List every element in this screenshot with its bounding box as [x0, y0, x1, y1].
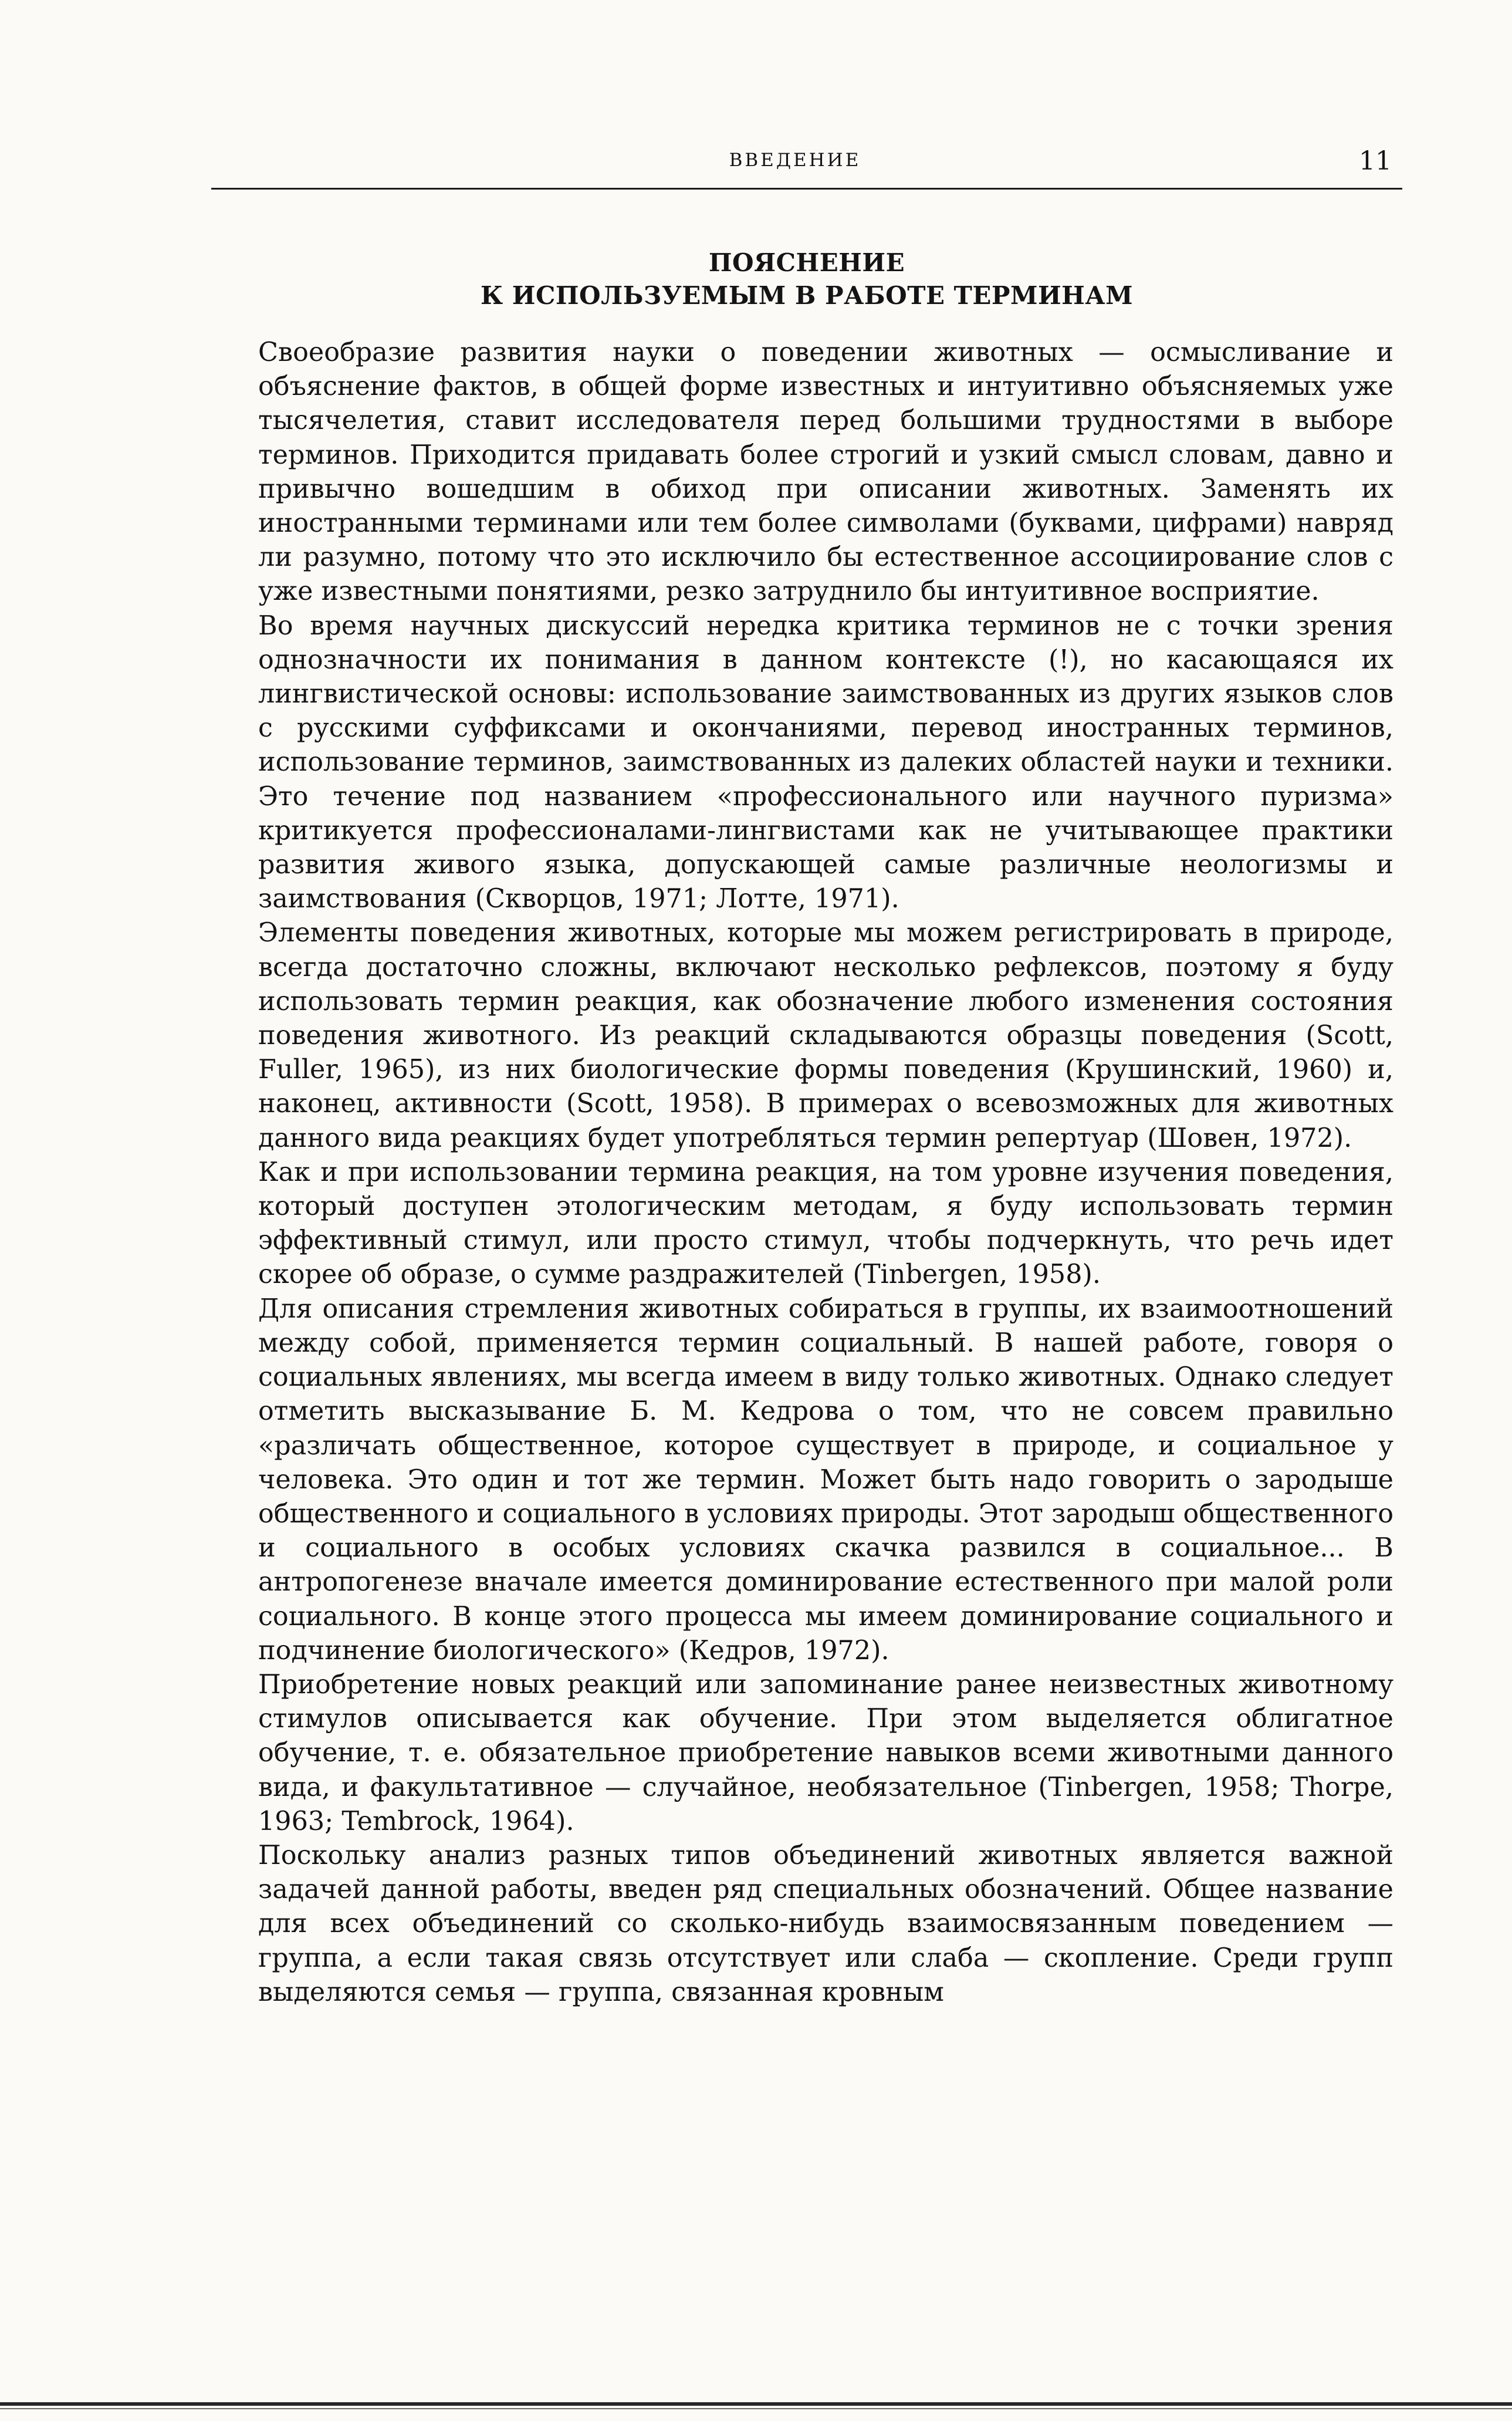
- running-title: ВВЕДЕНИЕ: [729, 150, 861, 171]
- section-heading-line-1: ПОЯСНЕНИЕ: [708, 248, 905, 277]
- paragraph-2: Во время научных дискуссий нередка критика терминов не с точки зрения однозначности их понимания в данном контексте (!), но касающаяся их лингвистической основы: использование заимствованных из других языков слов с русскими суффиксами и окончаниями, перевод иностранных терминов, использование терминов, заимствованных из далеких областей науки и техники. Это течение под названием «профессионального или научного пуризма» критикуется профессионалами-лингвистами как не учитывающее практики развития живого языка, допускающей самые различные неологизмы и заимствования (Скворцов, 1971; Лотте, 1971).: [258, 610, 1393, 914]
- section-heading: [211, 247, 1402, 312]
- scan-edge-line: [0, 2402, 1512, 2406]
- running-head: [211, 146, 1402, 185]
- page-number: 11: [1359, 146, 1392, 176]
- paragraph-6: Приобретение новых реакций или запоминание ранее неизвестных животному стимулов описывается как обучение. При этом выделяется облигатное обучение, т. е. обязательное приобретение навыков всеми животными данного вида, и факультативное — случайное, необязательное (Tinbergen, 1958; Thorpe, 1963; Tembrock, 1964).: [258, 1669, 1393, 1836]
- paragraph-4: Как и при использовании термина реакция, на том уровне изучения поведения, который доступен этологическим методам, я буду использовать термин эффективный стимул, или просто стимул, чтобы подчеркнуть, что речь идет скорее об образе, о сумме раздражителей (Tinbergen, 1958).: [258, 1157, 1393, 1290]
- paragraph-1: Своеобразие развития науки о поведении животных — осмысливание и объяснение фактов, в общей форме известных и интуитивно объясняемых уже тысячелетия, ставит исследователя перед большими трудностями в выборе терминов. Приходится придавать более строгий и узкий смысл словам, давно и привычно вошедшим в обиход при описании животных. Заменять их иностранными терминами или тем более символами (буквами, цифрами) навряд ли разумно, потому что это исключило бы естественное ассоциирование слов с уже известными понятиями, резко затруднило бы интуитивное восприятие.: [258, 337, 1393, 607]
- scan-edge-line-2: [0, 2408, 1512, 2409]
- header-rule: [211, 188, 1402, 190]
- paragraph-5: Для описания стремления животных собираться в группы, их взаимоотношений между собой, применяется термин социальный. В нашей работе, говоря о социальных явлениях, мы всегда имеем в виду только животных. Однако следует отметить высказывание Б. М. Кедрова о том, что не совсем правильно «различать общественное, которое существует в природе, и социальное у человека. Это один и тот же термин. Может быть надо говорить о зародыше общественного и социального в условиях природы. Этот зародыш общественного и социального в особых условиях скачка развился в социальное... В антропогенезе вначале имеется доминирование естественного при малой роли социального. В конце этого процесса мы имеем доминирование социального и подчинение биологического» (Кедров, 1972).: [258, 1294, 1393, 1666]
- paragraph-3: Элементы поведения животных, которые мы можем регистрировать в природе, всегда достаточно сложны, включают несколько рефлексов, поэтому я буду использовать термин реакция, как обозначение любого изменения состояния поведения животного. Из реакций складываются образцы поведения (Scott, Fuller, 1965), из них биологические формы поведения (Крушинский, 1960) и, наконец, активности (Scott, 1958). В примерах о всевозможных для животных данного вида реакциях будет употребляться термин репертуар (Шовен, 1972).: [258, 918, 1393, 1153]
- body-text: [258, 336, 1393, 2010]
- paragraph-7: Поскольку анализ разных типов объединений животных является важной задачей данной работы, введен ряд специальных обозначений. Общее название для всех объединений со сколько-нибудь взаимосвязанным поведением — группа, а если такая связь отсутствует или слаба — скопление. Среди групп выделяются семья — группа, связанная кровным: [258, 1840, 1393, 2007]
- section-heading-line-2: К ИСПОЛЬЗУЕМЫМ В РАБОТЕ ТЕРМИНАМ: [480, 281, 1134, 310]
